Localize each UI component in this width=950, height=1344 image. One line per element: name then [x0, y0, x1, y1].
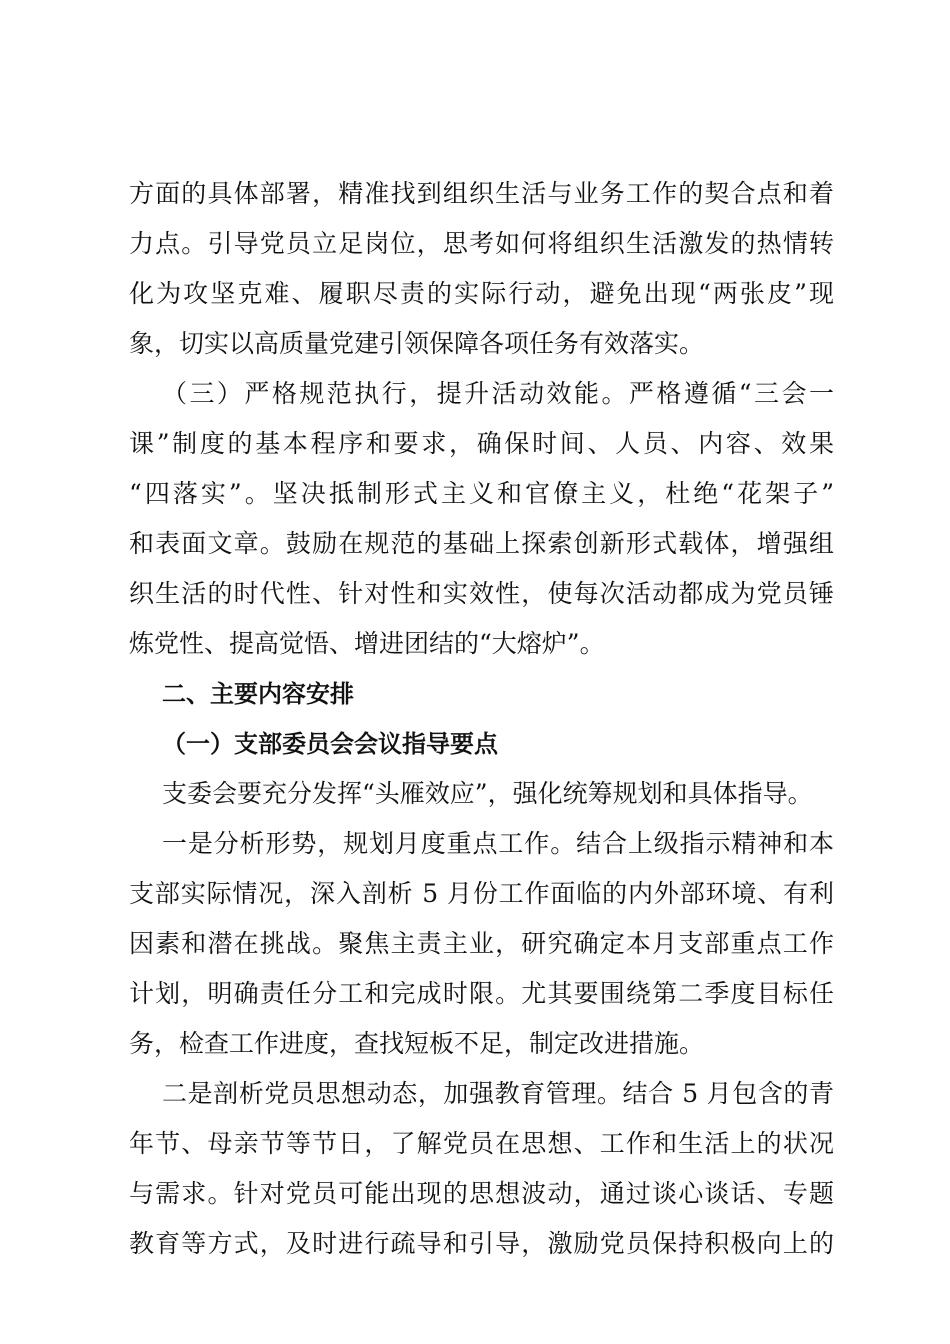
- paragraph-line: 课”制度的基本程序和要求，确保时间、人员、内容、效果: [129, 429, 834, 458]
- paragraph-line: 务，检查工作进度，查找短板不足，制定改进措施。: [129, 1029, 705, 1058]
- paragraph-line: 支部实际情况，深入剖析 5 月份工作面临的内外部环境、有利: [129, 879, 834, 908]
- paragraph-line: 教育等方式，及时进行疏导和引导，激励党员保持积极向上的: [129, 1229, 834, 1258]
- section-heading-main-content: 二、主要内容安排: [162, 680, 354, 708]
- paragraph-line: 计划，明确责任分工和完成时限。尤其要围绕第二季度目标任: [129, 979, 834, 1008]
- paragraph-line: 二是剖析党员思想动态，加强教育管理。结合 5 月包含的青: [162, 1079, 834, 1108]
- paragraph-line: 力点。引导党员立足岗位，思考如何将组织生活激发的热情转: [129, 229, 834, 258]
- paragraph-line: 因素和潜在挑战。聚焦主责主业，研究确定本月支部重点工作: [129, 929, 834, 958]
- paragraph-line: 织生活的时代性、针对性和实效性，使每次活动都成为党员锤: [129, 579, 834, 608]
- paragraph-line: 与需求。针对党员可能出现的思想波动，通过谈心谈话、专题: [129, 1179, 834, 1208]
- paragraph-line: 象，切实以高质量党建引领保障各项任务有效落实。: [129, 329, 705, 358]
- paragraph-line: 方面的具体部署，精准找到组织生活与业务工作的契合点和着: [129, 179, 834, 208]
- paragraph-line: （三）严格规范执行，提升活动效能。严格遵循“三会一: [162, 379, 834, 408]
- paragraph-line: 炼党性、提高觉悟、增进团结的“大熔炉”。: [129, 629, 605, 658]
- paragraph-line: 年节、母亲节等节日，了解党员在思想、工作和生活上的状况: [129, 1129, 834, 1158]
- subsection-heading-committee: （一）支部委员会会议指导要点: [162, 729, 498, 758]
- paragraph-line: 一是分析形势，规划月度重点工作。结合上级指示精神和本: [162, 829, 834, 858]
- paragraph-line: 和表面文章。鼓励在规范的基础上探索创新形式载体，增强组: [129, 529, 834, 558]
- paragraph-line: “四落实”。坚决抵制形式主义和官僚主义，杜绝“花架子”: [129, 479, 834, 508]
- paragraph-line: 支委会要充分发挥“头雁效应”，强化统筹规划和具体指导。: [162, 779, 813, 808]
- paragraph-line: 化为攻坚克难、履职尽责的实际行动，避免出现“两张皮”现: [129, 279, 834, 308]
